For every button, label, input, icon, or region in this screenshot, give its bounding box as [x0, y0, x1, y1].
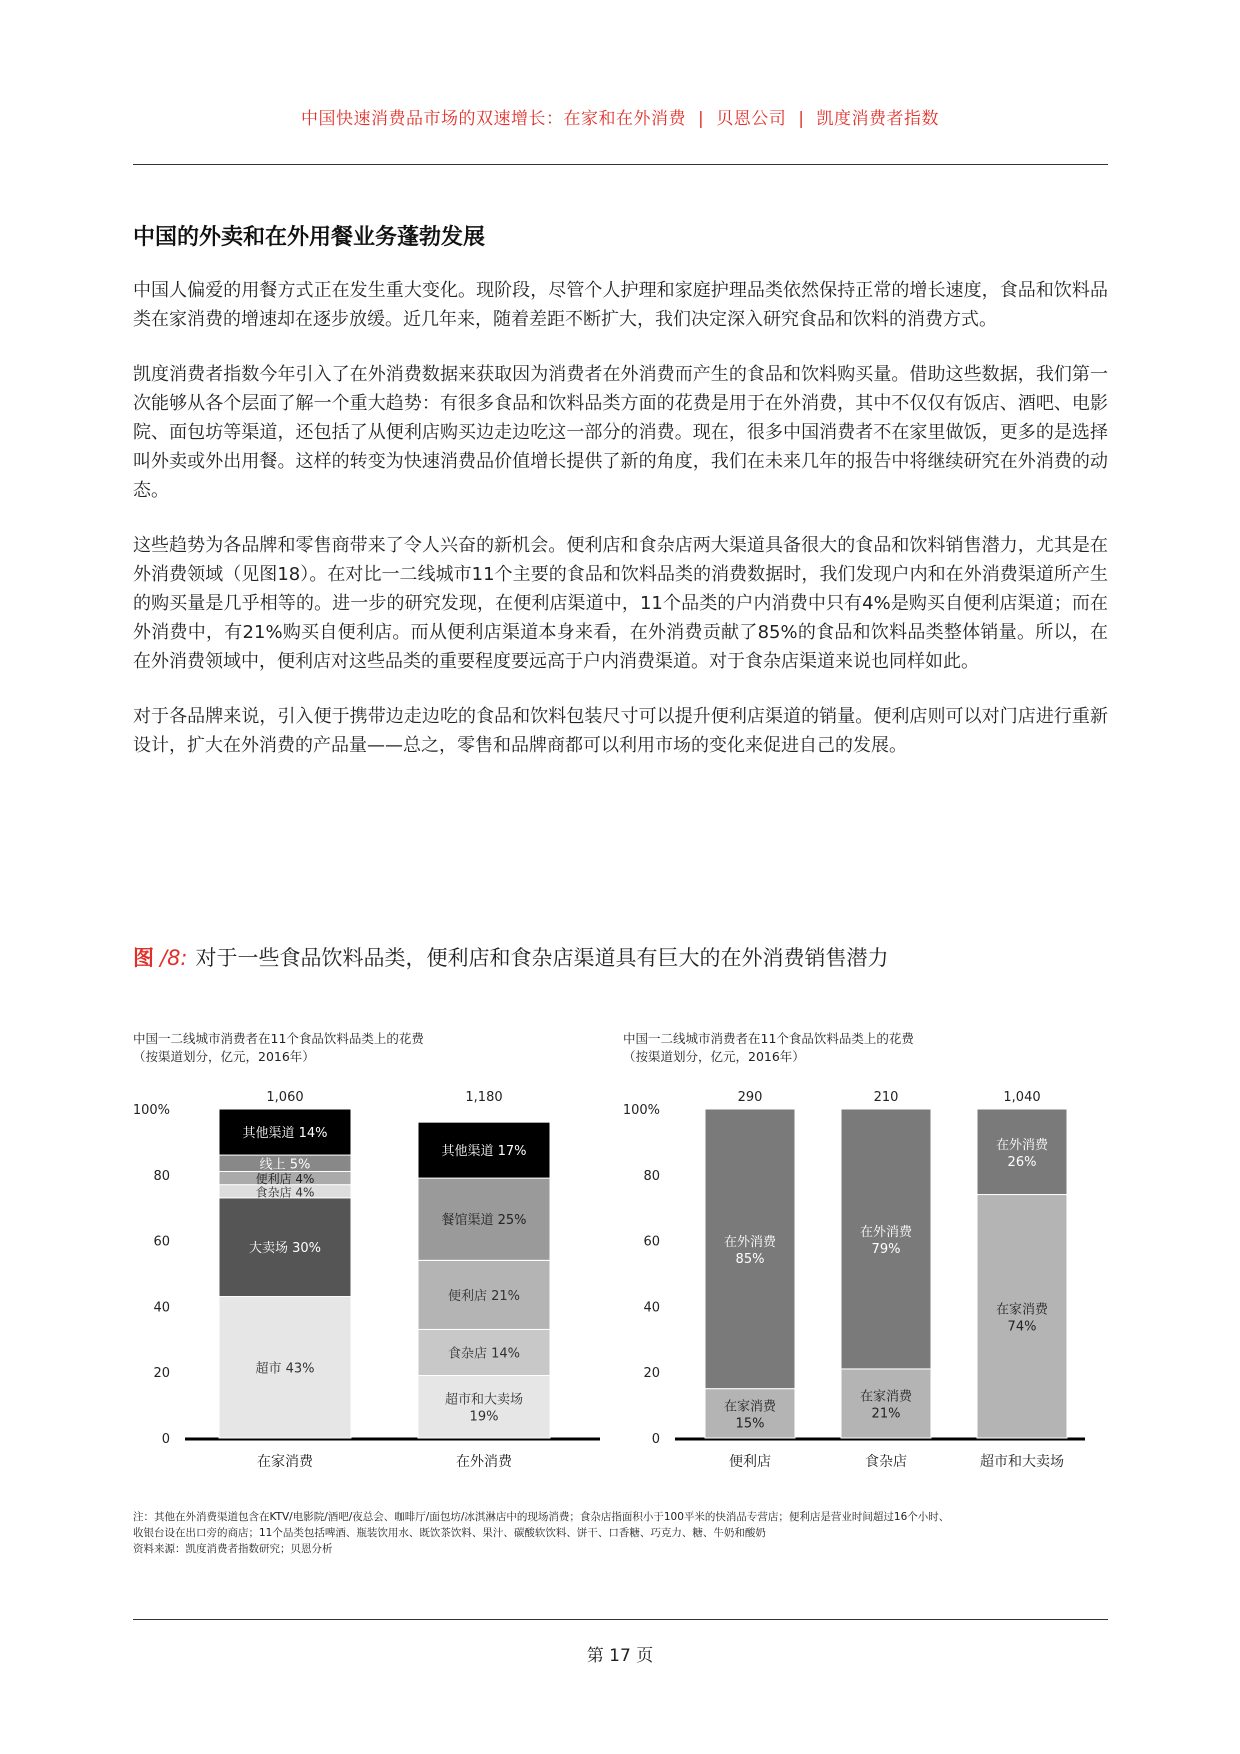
y-tick-label: 20: [153, 1366, 170, 1382]
y-tick-label: 20: [643, 1366, 660, 1382]
y-tick-label: 60: [153, 1234, 170, 1250]
source-line: 资料来源：凯度消费者指数研究；贝恩分析: [133, 1543, 333, 1555]
x-category-label: 在家消费: [257, 1454, 313, 1470]
bar-total-label: 1,040: [1003, 1090, 1041, 1105]
segment-label: 超市和大卖场: [444, 1392, 524, 1408]
x-category-label: 便利店: [729, 1454, 771, 1470]
x-category-label: 食杂店: [865, 1454, 907, 1470]
chart-subtitle-line: （按渠道划分，亿元，2016年）: [623, 1049, 805, 1064]
chart-left-subtitle: [133, 1030, 424, 1066]
segment-label: 在家消费: [723, 1399, 777, 1415]
segment-label: 21%: [871, 1406, 901, 1422]
y-tick-label: 40: [643, 1300, 660, 1316]
chart-subtitle-line: 中国一二线城市消费者在11个食品饮料品类上的花费: [623, 1031, 914, 1046]
figure-number: /8:: [160, 946, 188, 970]
figure-label: 图: [133, 946, 154, 970]
report-title: 中国快速消费品市场的双速增长：在家和在外消费: [301, 109, 687, 129]
y-tick-label: 100%: [132, 1103, 170, 1118]
index-name: 凯度消费者指数: [816, 109, 939, 129]
y-tick-label: 100%: [622, 1103, 660, 1118]
x-category-label: 超市和大卖场: [980, 1454, 1064, 1470]
y-tick-label: 80: [153, 1168, 170, 1184]
segment-label: 便利店 4%: [255, 1172, 315, 1187]
chart-subtitle-line: 中国一二线城市消费者在11个食品饮料品类上的花费: [133, 1031, 424, 1046]
segment-label: 大卖场 30%: [248, 1241, 322, 1257]
note-line: 注：其他在外消费渠道包含在KTV/电影院/酒吧/夜总会、咖啡厅/面包坊/冰淇淋店中的现场消费；食杂店指面积小于100平米的快消品专营店；便利店是营业时间超过16个小时、: [133, 1511, 950, 1523]
segment-label: 79%: [871, 1241, 901, 1257]
segment-label: 餐馆渠道 25%: [441, 1213, 527, 1229]
header-divider: [133, 164, 1108, 165]
paragraph: 凯度消费者指数今年引入了在外消费数据来获取因为消费者在外消费而产生的食品和饮料购买量。借助这些数据，我们第一次能够从各个层面了解一个重大趋势：有很多食品和饮料品类方面的花费是用于在外消费，其中不仅仅有饭店、酒吧、电影院、面包坊等渠道，还包括了从便利店购买边走边吃这一部分的消费。现在，很多中国消费者不在家里做饭，更多的是选择叫外卖或外出用餐。这样的转变为快速消费品价值增长提供了新的角度，我们在未来几年的报告中将继续研究在外消费的动态。: [133, 364, 1108, 501]
segment-label: 线上 5%: [259, 1157, 311, 1173]
note-line: 收银台设在出口旁的商店；11个品类包括啤酒、瓶装饮用水、既饮茶饮料、果汁、碳酸软饮料、饼干、口香糖、巧克力、糖、牛奶和酸奶: [133, 1527, 766, 1539]
segment-label: 在外消费: [995, 1137, 1049, 1153]
segment-label: 在家消费: [859, 1389, 913, 1405]
body-text: [133, 276, 1108, 786]
header-separator: |: [698, 109, 705, 129]
chart-right: [620, 1080, 1090, 1480]
chart-subtitle-line: （按渠道划分，亿元，2016年）: [133, 1049, 315, 1064]
header-separator: |: [798, 109, 805, 129]
segment-label: 15%: [735, 1416, 765, 1432]
segment-label: 超市 43%: [255, 1361, 315, 1377]
paragraph: 对于各品牌来说，引入便于携带边走边吃的食品和饮料包装尺寸可以提升便利店渠道的销量。便利店则可以对门店进行重新设计，扩大在外消费的产品量——总之，零售和品牌商都可以利用市场的变化来促进自己的发展。: [133, 706, 1108, 756]
figure-notes: [133, 1509, 1108, 1557]
y-tick-label: 0: [161, 1432, 170, 1447]
segment-label: 74%: [1007, 1319, 1037, 1335]
chart-left: [130, 1080, 610, 1480]
segment-label: 便利店 21%: [447, 1288, 521, 1304]
y-tick-label: 60: [643, 1234, 660, 1250]
x-category-label: 在外消费: [456, 1454, 512, 1470]
segment-label: 26%: [1007, 1154, 1037, 1170]
y-tick-label: 80: [643, 1168, 660, 1184]
segment-label: 19%: [469, 1409, 499, 1425]
segment-label: 食杂店 4%: [255, 1185, 315, 1200]
paragraph: 这些趋势为各品牌和零售商带来了令人兴奋的新机会。便利店和食杂店两大渠道具备很大的食品和饮料销售潜力，尤其是在外消费领域（见图18）。在对比一二线城市11个主要的食品和饮料品类的消费数据时，我们发现户内和在外消费渠道所产生的购买量是几乎相等的。进一步的研究发现，在便利店渠道中，11个品类的户内消费中只有4%是购买自便利店渠道；而在外消费中，有21%购买自便利店。而从便利店渠道本身来看，在外消费贡献了85%的食品和饮料品类整体销量。所以，在在外消费领域中，便利店对这些品类的重要程度要远高于户内消费渠道。对于食杂店渠道来说也同样如此。: [133, 535, 1108, 672]
company-name: 贝恩公司: [716, 109, 787, 129]
paragraph: 中国人偏爱的用餐方式正在发生重大变化。现阶段，尽管个人护理和家庭护理品类依然保持正常的增长速度，食品和饮料品类在家消费的增速却在逐步放缓。近几年来，随着差距不断扩大，我们决定深入研究食品和饮料的消费方式。: [133, 280, 1108, 330]
segment-label: 在外消费: [723, 1234, 777, 1250]
page-number: 第 17 页: [586, 1646, 654, 1666]
figure-title: [133, 942, 889, 972]
section-title: 中国的外卖和在外用餐业务蓬勃发展: [133, 225, 486, 250]
segment-label: 其他渠道 17%: [441, 1144, 527, 1160]
segment-label: 85%: [735, 1251, 765, 1267]
y-tick-label: 0: [651, 1432, 660, 1447]
chart-right-subtitle: [623, 1030, 914, 1066]
bar-total-label: 210: [873, 1090, 899, 1105]
segment-label: 食杂店 14%: [447, 1346, 521, 1362]
bar-total-label: 1,060: [266, 1090, 304, 1105]
segment-label: 在家消费: [995, 1302, 1049, 1318]
bar-total-label: 1,180: [465, 1090, 503, 1105]
segment-label: 其他渠道 14%: [242, 1126, 328, 1142]
figure-caption: 对于一些食品饮料品类，便利店和食杂店渠道具有巨大的在外消费销售潜力: [195, 946, 889, 970]
footer-divider: [133, 1619, 1108, 1620]
y-tick-label: 40: [153, 1300, 170, 1316]
segment-label: 在外消费: [859, 1224, 913, 1240]
page-header: [130, 104, 1110, 129]
bar-total-label: 290: [737, 1090, 763, 1105]
